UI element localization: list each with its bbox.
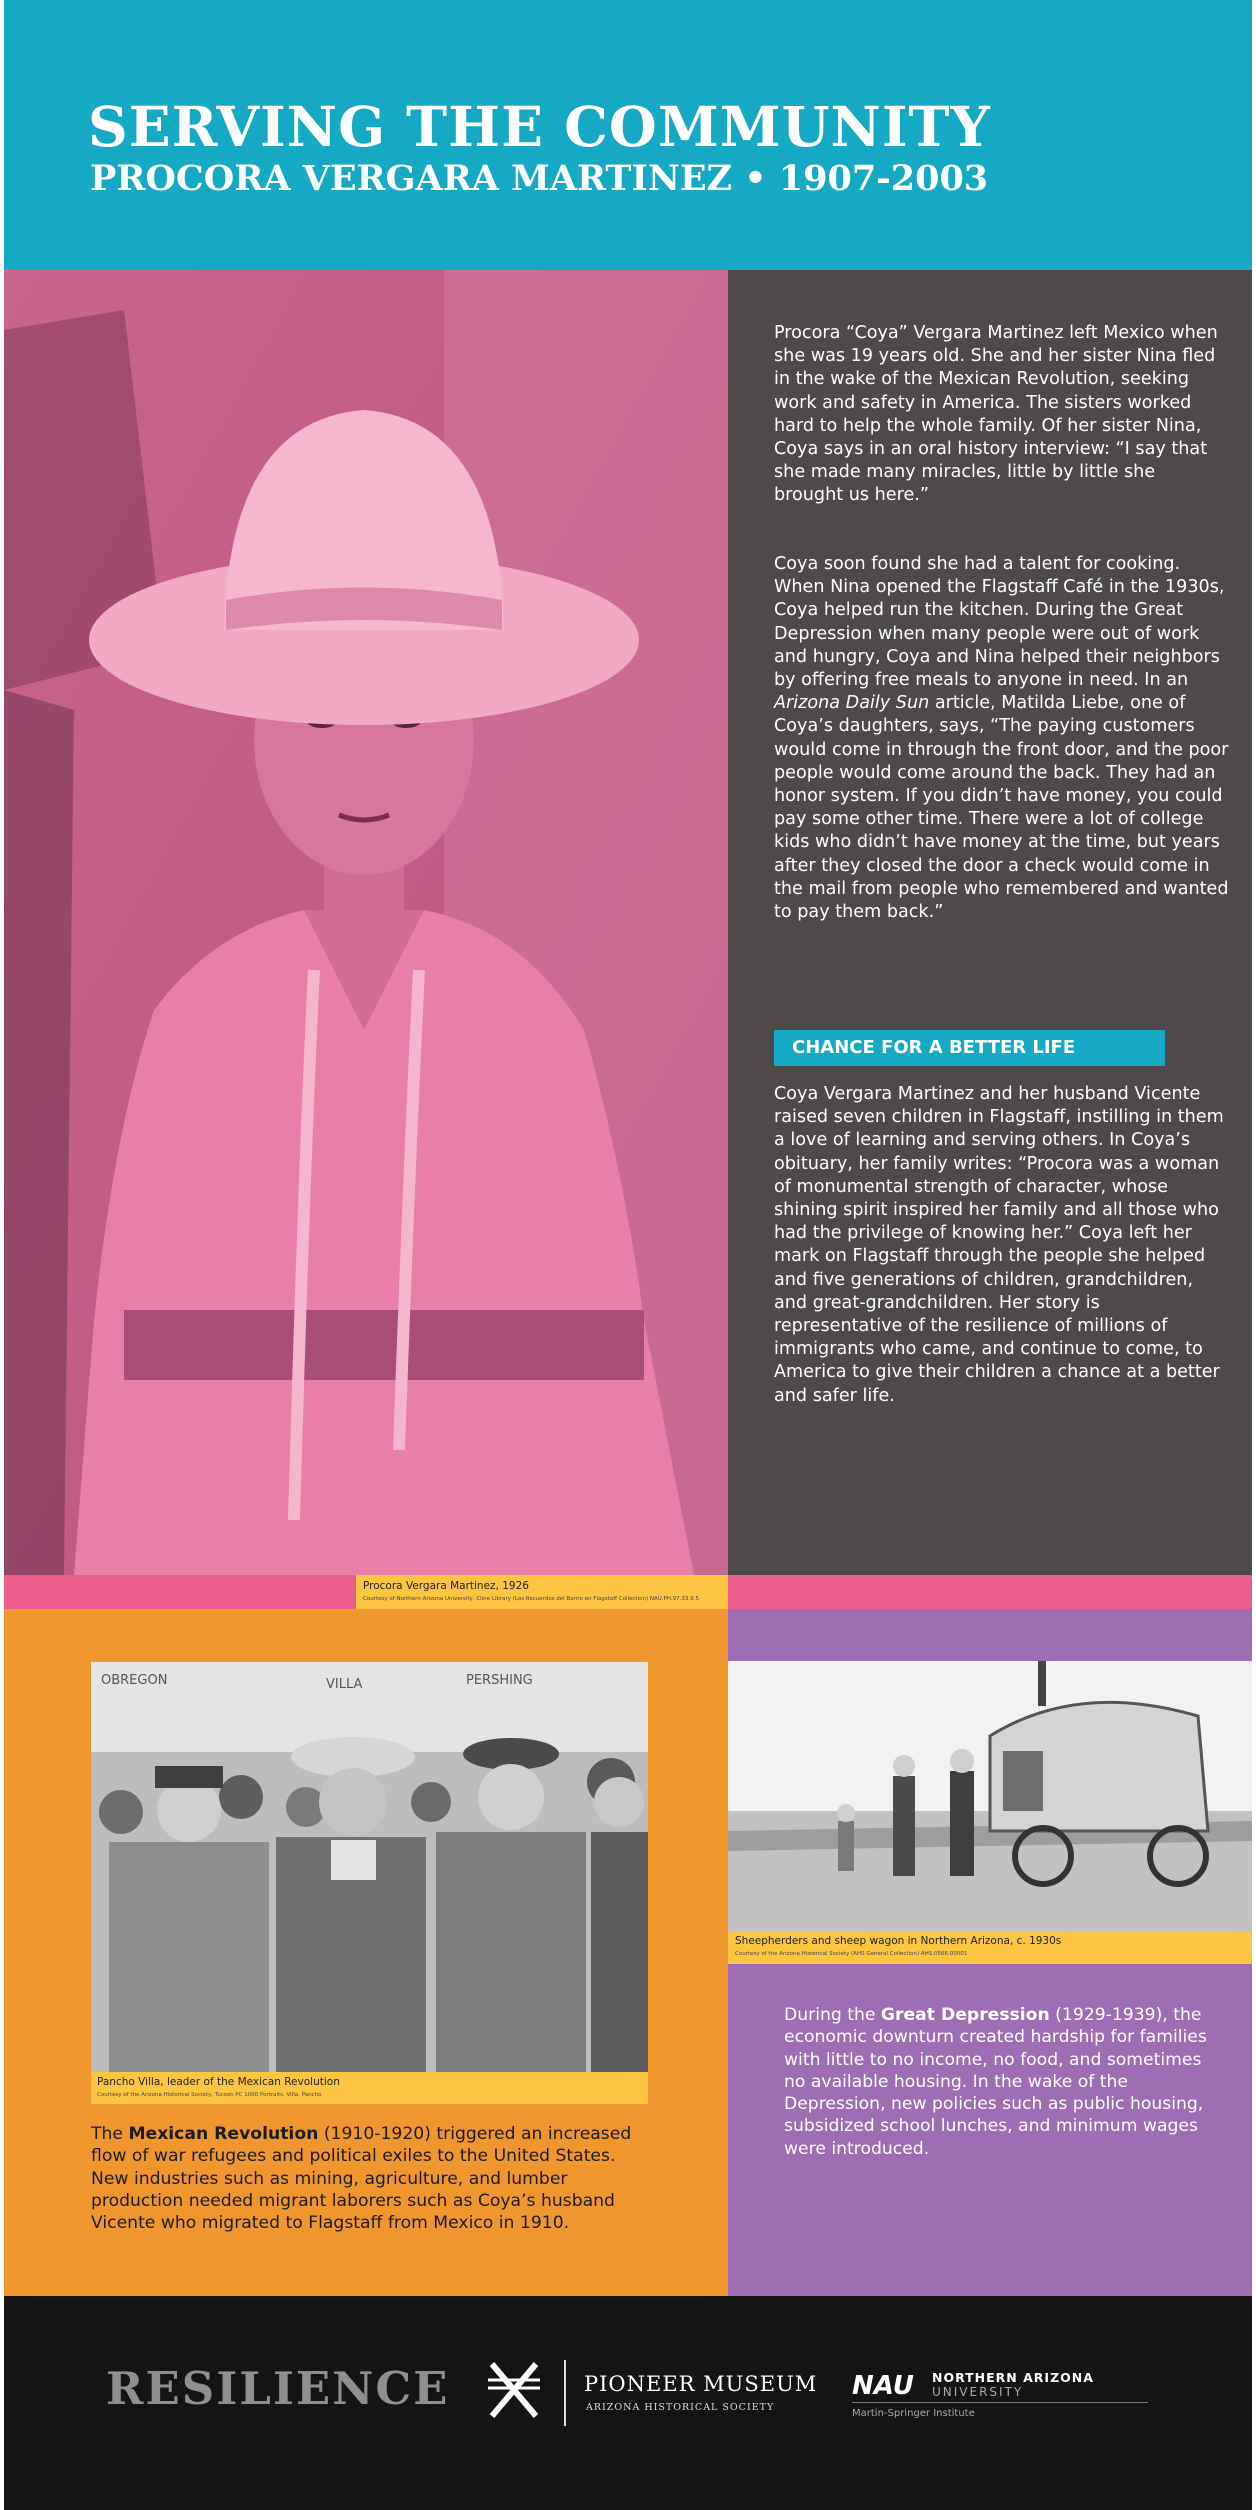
nau-name: NORTHERN ARIZONA <box>932 2370 1094 2385</box>
villa-credit: Courtesy of the Arizona Historical Society, Tucson PC 1000 Portraits, Villa, Pancho <box>97 2092 322 2098</box>
pioneer-museum-subtitle: ARIZONA HISTORICAL SOCIETY <box>586 2402 775 2413</box>
photo-banner-obregon: OBREGON <box>101 1673 168 1688</box>
sheep-wagon-photo <box>728 1661 1252 1931</box>
intro-paragraph-2: Coya soon found she had a talent for cooking. When Nina opened the Flagstaff Café in the 1930s, Coya helped run the kitchen. During the Great Depression when many people were out of work and hungry, Coya and Nina helped their neighbors by offering free meals to anyone in need. In an Arizona Daily Sun article, Matilda Liebe, one of Coya’s daughters, says, “The paying customers would come in through the front door, and the poor people would come around the back. They had an honor system. If you didn’t have money, you could pay some other time. There were a lot of college kids who didn’t have money at the time, but years after they closed the door a check would come in the mail from people who remembered and wanted to pay them back.” <box>774 554 1229 923</box>
pioneer-museum-logo-icon <box>484 2358 544 2422</box>
purple-panel-top <box>728 1609 1252 1661</box>
villa-caption: Pancho Villa, leader of the Mexican Revolution <box>97 2076 340 2088</box>
revolution-paragraph: The Mexican Revolution (1910-1920) triggered an increased flow of war refugees and political exiles to the United States. New industries such as mining, agriculture, and lumber production needed migrant laborers such as Coya’s husband Vicente who migrated to Flagstaff from Mexico in 1910. <box>91 2124 632 2234</box>
photo-banner-villa: VILLA <box>326 1677 363 1692</box>
nau-institute: Martin-Springer Institute <box>852 2408 975 2419</box>
nau-university: UNIVERSITY <box>932 2385 1024 2399</box>
photo-banner-pershing: PERSHING <box>466 1673 533 1688</box>
depression-paragraph: During the Great Depression (1929-1939), the economic downturn created hardship for families with little to no income, no food, and sometimes no available housing. In the wake of the Depression, new policies such as public housing, subsidized school lunches, and minimum wages were introduced. <box>784 2005 1207 2159</box>
portrait-credit: Courtesy of Northern Arizona University, Cline Library (Los Recuerdos del Barrio en Flagstaff Collection) NAU.PH.97.33.9.5 <box>363 1596 699 1602</box>
page-title: SERVING THE COMMUNITY <box>88 94 991 159</box>
page-subtitle: PROCORA VERGARA MARTINEZ • 1907-2003 <box>90 158 989 199</box>
nau-rule <box>852 2402 1148 2403</box>
nau-logo-mark: NAU <box>852 2371 914 2401</box>
portrait-caption: Procora Vergara Martinez, 1926 <box>363 1580 529 1592</box>
pioneer-museum-name: PIONEER MUSEUM <box>584 2372 818 2396</box>
intro-paragraph-1: Procora “Coya” Vergara Martinez left Mexico when she was 19 years old. She and her sister Nina fled in the wake of the Mexican Revolution, seeking work and safety in America. The sisters worked hard to help the whole family. Of her sister Nina, Coya says in an oral history interview: “I say that she made many miracles, little by little she brought us here.” <box>774 323 1218 506</box>
section-paragraph: Coya Vergara Martinez and her husband Vicente raised seven children in Flagstaff, instilling in them a love of learning and serving others. In Coya’s obituary, her family writes: “Procora was a woman of monumental strength of character, whose shining spirit inspired her family and all those who had the privilege of knowing her.” Coya left her mark on Flagstaff through the people she helped and five generations of children, grandchildren, and great-grandchildren. Her story is representative of the resilience of millions of immigrants who came, and continue to come, to America to give their children a chance at a better and safer life. <box>774 1084 1224 1406</box>
portrait-photo <box>4 270 728 1575</box>
sheep-caption: Sheepherders and sheep wagon in Northern Arizona, c. 1930s <box>735 1935 1062 1947</box>
section-heading: CHANCE FOR A BETTER LIFE <box>792 1037 1076 1058</box>
pancho-villa-photo <box>91 1662 648 2072</box>
pink-strip-left <box>4 1575 356 1609</box>
revolution-term: Mexican Revolution <box>128 2124 319 2144</box>
pink-strip-right <box>728 1575 1252 1609</box>
depression-term: Great Depression <box>880 2005 1050 2025</box>
logo-divider <box>564 2360 566 2426</box>
sheep-credit: Courtesy of the Arizona Historical Society (AHS General Collection) AHS.0566.00001 <box>735 1951 968 1957</box>
resilience-wordmark: RESILIENCE <box>106 2362 450 2415</box>
newspaper-title: Arizona Daily Sun <box>774 693 930 714</box>
